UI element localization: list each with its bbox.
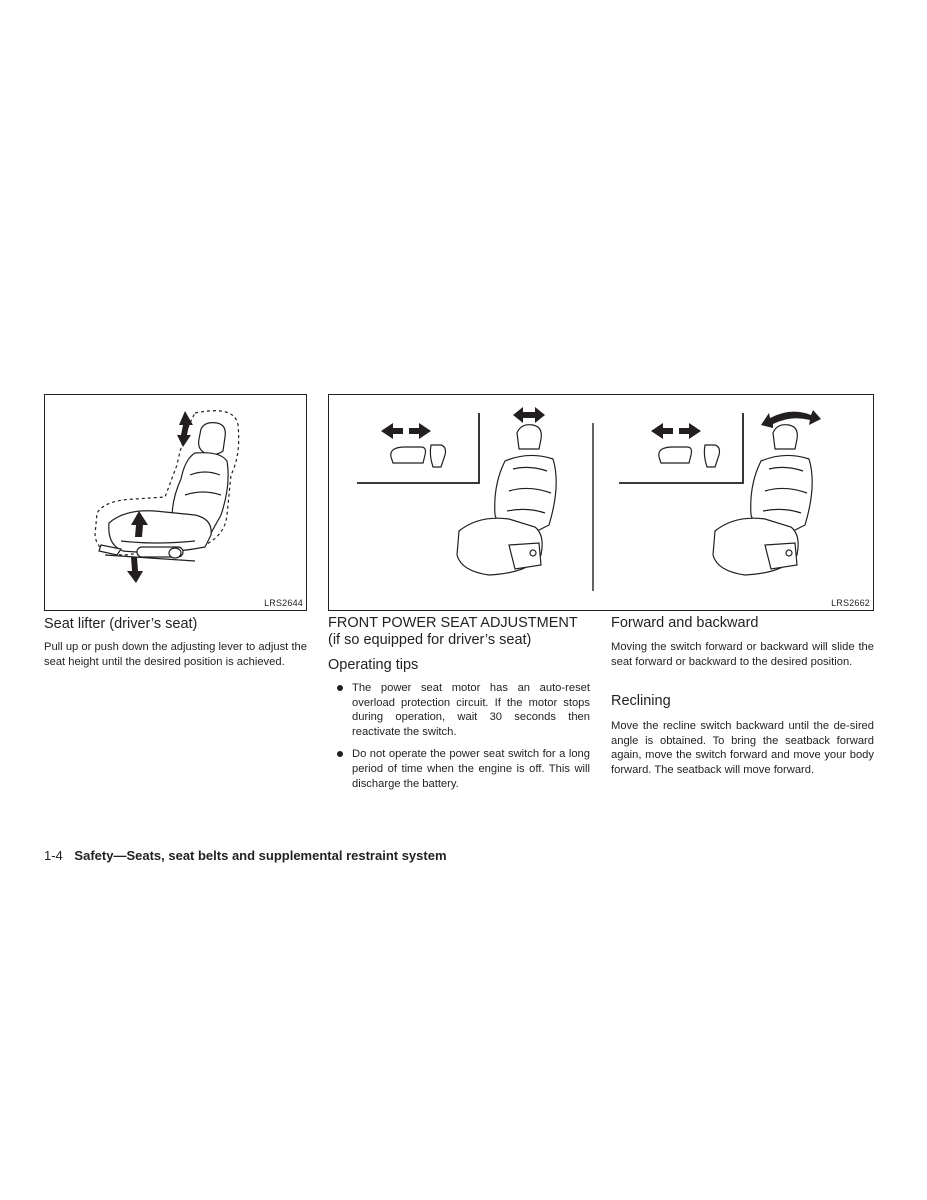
page-number: 1-4: [44, 848, 63, 863]
seat-lifter-text: Pull up or push down the adjusting lever to adjust the seat height until the desired position is achieved.: [44, 641, 307, 668]
seat-lifter-heading: Seat lifter (driver’s seat): [44, 616, 198, 632]
operating-tips-heading: Operating tips: [328, 657, 419, 673]
figure-code: LRS2644: [264, 598, 303, 608]
section-title: Safety—Seats, seat belts and supplemental restraint system: [74, 848, 447, 863]
reclining-heading: Reclining: [611, 693, 671, 709]
page-footer: [44, 848, 447, 863]
section-heading-note: (if so equipped for driver’s seat): [328, 632, 532, 648]
bullet-icon: [337, 751, 343, 757]
seat-lifter-illustration: [45, 395, 306, 610]
list-item: [328, 747, 590, 791]
reclining-text: Move the recline switch backward until the de-sired angle is obtained. To bring the seatback forward again, move the switch forward and move your body forward. The seatback will move forward.: [611, 720, 874, 776]
figure-code: LRS2662: [831, 598, 870, 608]
seat-lifter-figure: [44, 394, 307, 611]
bullet-icon: [337, 685, 343, 691]
section-heading: FRONT POWER SEAT ADJUSTMENT: [328, 615, 578, 631]
operating-tips-list: [328, 681, 590, 791]
forward-backward-text: Moving the switch forward or backward will slide the seat forward or backward to the desired position.: [611, 641, 874, 668]
power-seat-figure: [328, 394, 874, 611]
power-seat-illustration: [329, 395, 873, 610]
list-item: [328, 681, 590, 739]
list-item-text: The power seat motor has an auto-reset overload protection circuit. If the motor stops during operation, wait 30 seconds then reactivate the switch.: [352, 682, 590, 738]
forward-backward-heading: Forward and backward: [611, 615, 759, 631]
list-item-text: Do not operate the power seat switch for a long period of time when the engine is off. This will discharge the battery.: [352, 748, 590, 790]
